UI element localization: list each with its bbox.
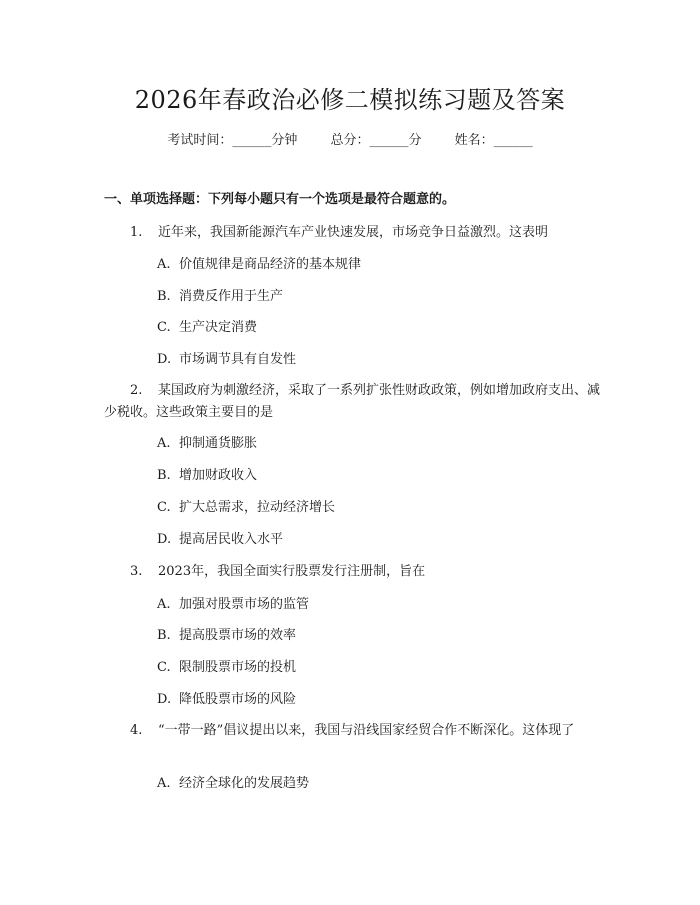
option-letter: D. (157, 692, 172, 707)
option-letter: D. (157, 532, 172, 547)
option-letter: B. (157, 289, 171, 304)
page-title: 2026年春政治必修二模拟练习题及答案 (134, 86, 566, 114)
option-text: 生产决定消费 (179, 320, 258, 335)
question-number: 3. (130, 564, 143, 579)
option-letter: B. (157, 628, 171, 643)
question-text: “一带一路”倡议提出以来，我国与沿线国家经贸合作不断深化。这体现了 (158, 723, 575, 738)
option-4-a (157, 774, 309, 794)
option-1-b (157, 287, 283, 307)
option-3-a (157, 595, 309, 615)
exam-total-score: 总分：______分 (330, 133, 422, 148)
option-text: 限制股票市场的投机 (179, 660, 297, 675)
option-letter: B. (157, 468, 171, 483)
option-3-c (157, 658, 296, 678)
option-3-b (157, 626, 296, 646)
option-1-a (157, 255, 361, 275)
question-text: 近年来，我国新能源汽车产业快速发展，市场竞争日益激烈。这表明 (158, 225, 549, 240)
option-letter: A. (157, 776, 171, 791)
exam-info (0, 131, 700, 151)
option-text: 提高股票市场的效率 (179, 628, 297, 643)
option-2-c (157, 498, 335, 518)
question-number: 4. (130, 723, 143, 738)
option-text: 提高居民收入水平 (179, 532, 284, 547)
option-letter: A. (157, 597, 171, 612)
question-3 (104, 561, 600, 583)
option-2-d (157, 530, 283, 550)
question-number: 1. (130, 225, 143, 240)
option-letter: A. (157, 436, 171, 451)
option-2-b (157, 466, 257, 486)
exam-name: 姓名：______ (454, 133, 533, 148)
option-text: 消费反作用于生产 (179, 289, 284, 304)
option-text: 抑制通货膨胀 (179, 436, 258, 451)
question-1 (104, 222, 600, 244)
question-2 (104, 380, 600, 424)
option-letter: C. (157, 500, 171, 515)
option-letter: C. (157, 660, 171, 675)
question-text: 2023年，我国全面实行股票发行注册制，旨在 (158, 564, 426, 579)
question-4 (104, 720, 600, 742)
question-number: 2. (130, 383, 143, 398)
option-1-d (157, 350, 296, 370)
option-1-c (157, 318, 257, 338)
option-letter: A. (157, 257, 171, 272)
option-letter: D. (157, 352, 172, 367)
option-2-a (157, 434, 257, 454)
option-text: 降低股票市场的风险 (179, 692, 297, 707)
option-3-d (157, 690, 296, 710)
option-text: 加强对股票市场的监管 (179, 597, 310, 612)
exam-time: 考试时间：______分钟 (167, 133, 298, 148)
question-text: 某国政府为刺激经济，采取了一系列扩张性财政政策，例如增加政府支出、减少税收。这些政策主要目的是 (104, 383, 601, 420)
option-text: 价值规律是商品经济的基本规律 (179, 257, 362, 272)
option-text: 增加财政收入 (179, 468, 258, 483)
option-letter: C. (157, 320, 171, 335)
section-title: 一、单项选择题：下列每小题只有一个选项是最符合题意的。 (104, 192, 456, 207)
option-text: 扩大总需求，拉动经济增长 (179, 500, 336, 515)
option-text: 经济全球化的发展趋势 (179, 776, 310, 791)
option-text: 市场调节具有自发性 (179, 352, 297, 367)
